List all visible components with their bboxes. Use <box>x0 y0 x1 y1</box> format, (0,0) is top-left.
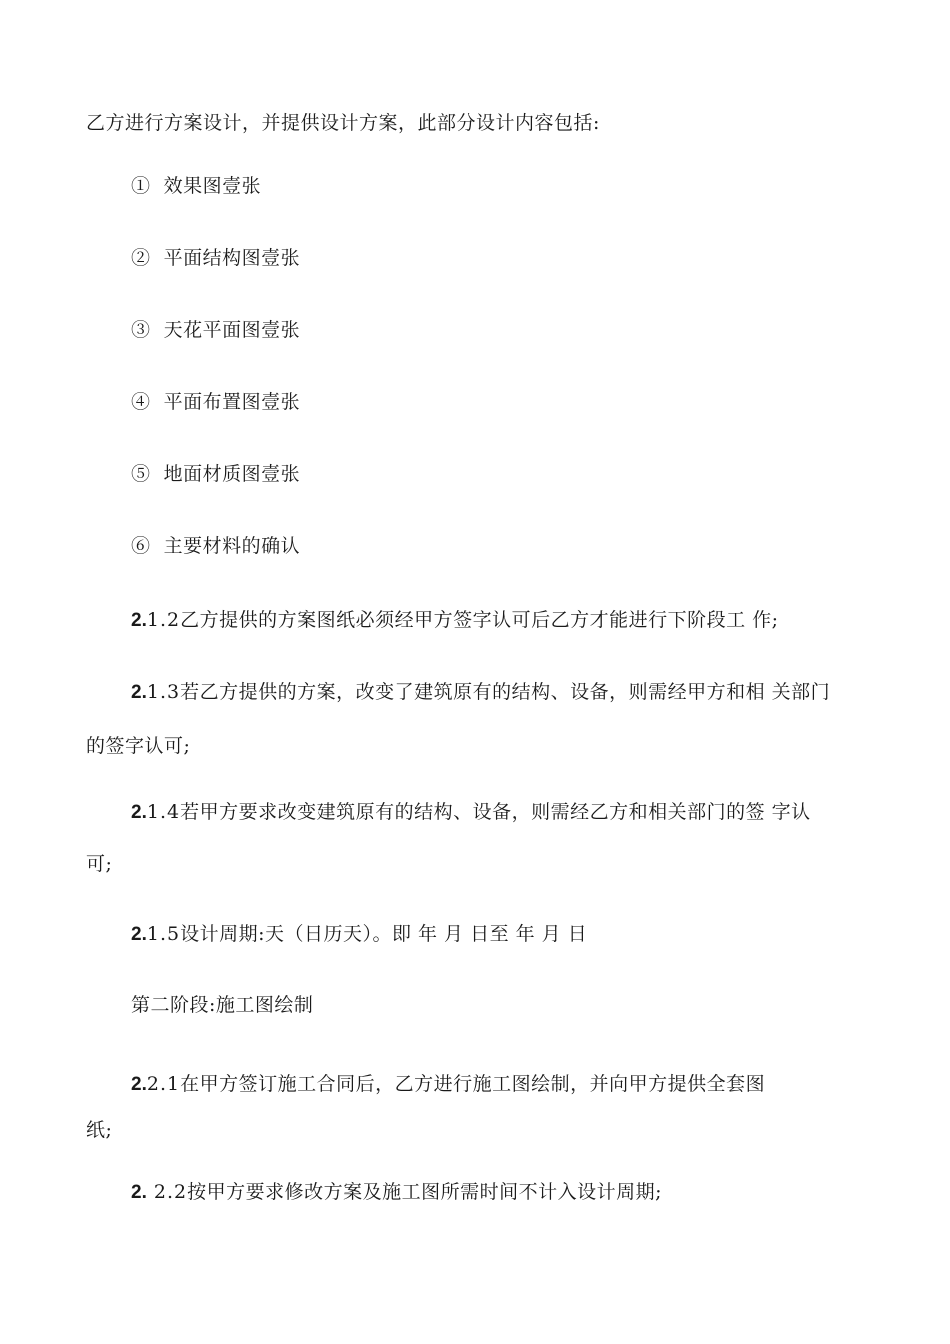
clause-2-2-2 <box>131 1180 662 1205</box>
clause-subnumber: 1.3 <box>146 681 181 703</box>
clause-number: 2. <box>131 1074 147 1095</box>
clause-text: 若乙方提供的方案，改变了建筑原有的结构、设备，则需经甲方和相 关部门 <box>180 681 831 703</box>
list-marker: ⑥ <box>131 535 151 557</box>
list-item <box>131 534 300 558</box>
list-item-text: 天花平面图壹张 <box>163 319 301 341</box>
list-item <box>131 390 300 414</box>
clause-subnumber: 1.4 <box>146 801 181 823</box>
clause-continuation: 纸; <box>86 1119 113 1141</box>
clause-subnumber: 2.1 <box>146 1073 181 1095</box>
clause-subnumber: 1.2 <box>146 609 181 631</box>
clause-text: 在甲方签订施工合同后，乙方进行施工图绘制，并向甲方提供全套图 <box>180 1073 766 1095</box>
clause-continuation: 的签字认可; <box>86 735 191 757</box>
intro-paragraph: 乙方进行方案设计，并提供设计方案，此部分设计内容包括: <box>86 112 600 134</box>
list-marker: ③ <box>131 319 151 341</box>
list-item <box>131 174 261 198</box>
clause-number: 2. <box>131 1182 147 1203</box>
clause-number: 2. <box>131 924 147 945</box>
clause-text: 设计周期:天（日历天）。即 年 月 日至 年 月 日 <box>180 923 588 945</box>
list-item <box>131 246 300 270</box>
list-item <box>131 462 300 486</box>
clause-number: 2. <box>131 682 147 703</box>
clause-2-1-2 <box>131 608 779 633</box>
list-item <box>131 318 300 342</box>
clause-text: 若甲方要求改变建筑原有的结构、设备，则需经乙方和相关部门的签 字认 <box>180 801 811 823</box>
clause-number: 2. <box>131 610 147 631</box>
list-marker: ① <box>131 175 151 197</box>
clause-text: 乙方提供的方案图纸必须经甲方签字认可后乙方才能进行下阶段工 作; <box>180 609 779 631</box>
list-marker: ② <box>131 247 151 269</box>
clause-2-2-1 <box>131 1072 765 1097</box>
list-item-text: 平面结构图壹张 <box>163 247 301 269</box>
list-item-text: 平面布置图壹张 <box>163 391 301 413</box>
clause-2-1-5 <box>131 922 587 947</box>
stage-heading: 第二阶段:施工图绘制 <box>131 994 314 1016</box>
clause-2-1-4 <box>131 800 811 825</box>
clause-text: 按甲方要求修改方案及施工图所需时间不计入设计周期; <box>187 1181 663 1203</box>
clause-subnumber: 1.5 <box>146 923 181 945</box>
list-item-text: 效果图壹张 <box>163 175 262 197</box>
list-item-text: 地面材质图壹张 <box>163 463 301 485</box>
clause-2-1-3 <box>131 680 830 705</box>
clause-continuation: 可; <box>86 853 113 875</box>
list-marker: ⑤ <box>131 463 151 485</box>
clause-number: 2. <box>131 802 147 823</box>
list-item-text: 主要材料的确认 <box>163 535 301 557</box>
clause-subnumber: 2.2 <box>146 1181 188 1203</box>
list-marker: ④ <box>131 391 151 413</box>
